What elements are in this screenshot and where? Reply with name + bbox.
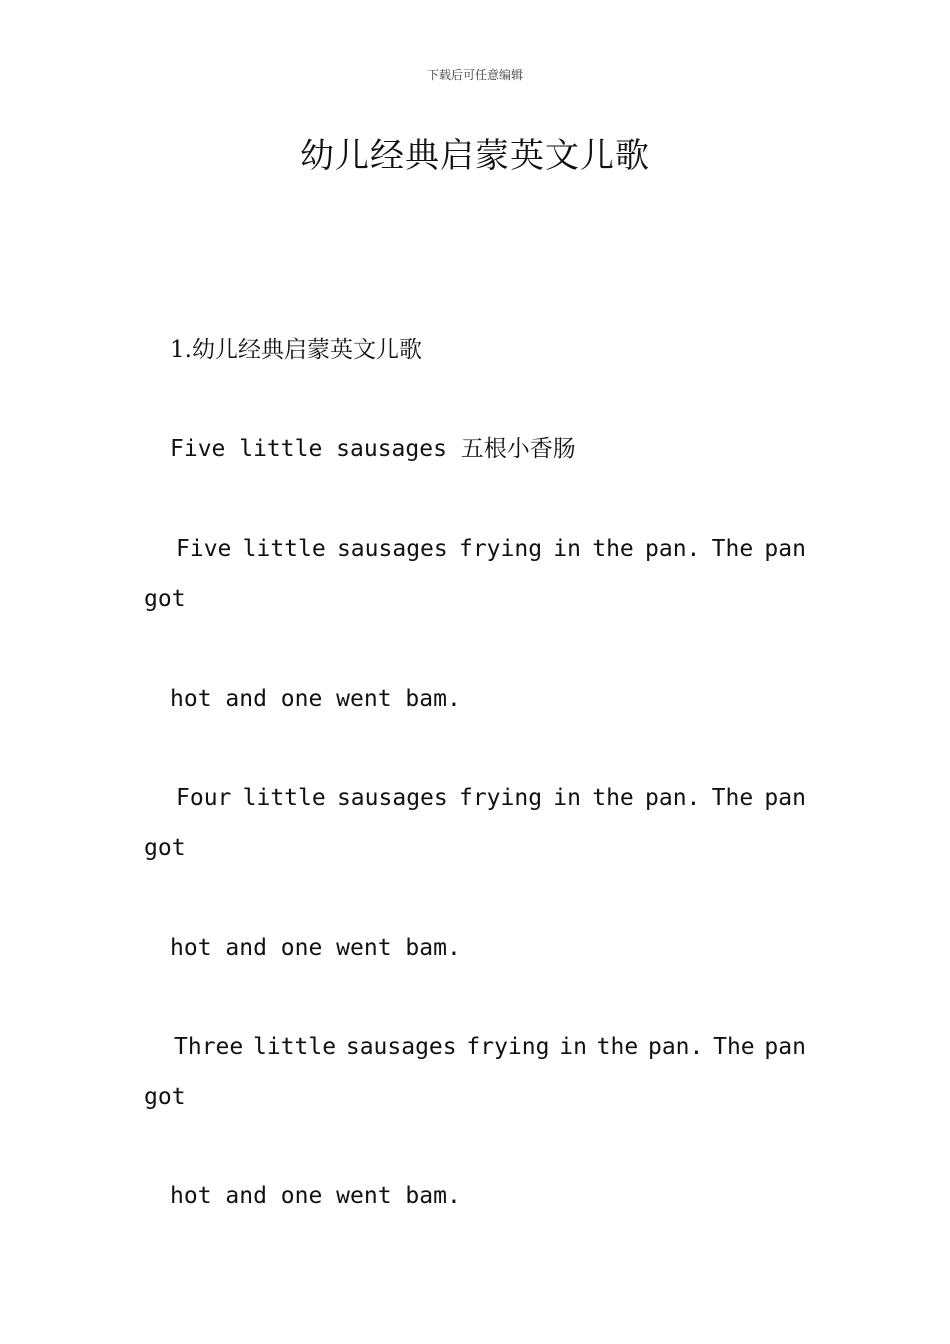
word: Five (176, 536, 232, 562)
word: frying (458, 536, 543, 562)
document-title: 幼儿经典启蒙英文儿歌 (300, 136, 650, 176)
word: sausages (345, 1034, 457, 1060)
word: The (711, 536, 754, 562)
word: frying (458, 785, 543, 811)
verse-1-line-1 (176, 534, 806, 564)
verse-2-line-1-wrap: got (144, 835, 186, 861)
section-heading: 1.幼儿经典启蒙英文儿歌 (170, 337, 422, 363)
verse-3-line-1-wrap: got (144, 1084, 186, 1110)
word: little (242, 536, 326, 562)
word: pan. (645, 536, 701, 562)
word: in (553, 785, 581, 811)
word: frying (466, 1034, 550, 1060)
word: pan (764, 536, 806, 562)
verse-1-line-1-wrap: got (144, 586, 186, 612)
word: pan (764, 785, 806, 811)
verse-3-line-2: hot and one went bam. (170, 1183, 461, 1209)
word: the (592, 785, 634, 811)
word: little (253, 1034, 337, 1060)
song-title: Five little sausages 五根小香肠 (170, 436, 576, 462)
header-note: 下载后可任意编辑 (426, 68, 523, 82)
word: sausages (336, 785, 448, 811)
word: Three (174, 1034, 244, 1060)
word: The (713, 1034, 755, 1060)
word: Four (176, 785, 232, 811)
word: in (559, 1034, 587, 1060)
word: The (711, 785, 754, 811)
word: pan (764, 1034, 806, 1060)
word: pan. (647, 1034, 704, 1060)
word: sausages (336, 536, 448, 562)
word: in (553, 536, 581, 562)
verse-2-line-1 (176, 783, 806, 813)
word: the (596, 1034, 639, 1060)
word: pan. (645, 785, 701, 811)
verse-1-line-2: hot and one went bam. (170, 686, 461, 712)
word: little (242, 785, 326, 811)
verse-3-line-1 (174, 1032, 806, 1062)
word: the (592, 536, 634, 562)
verse-2-line-2: hot and one went bam. (170, 935, 461, 961)
